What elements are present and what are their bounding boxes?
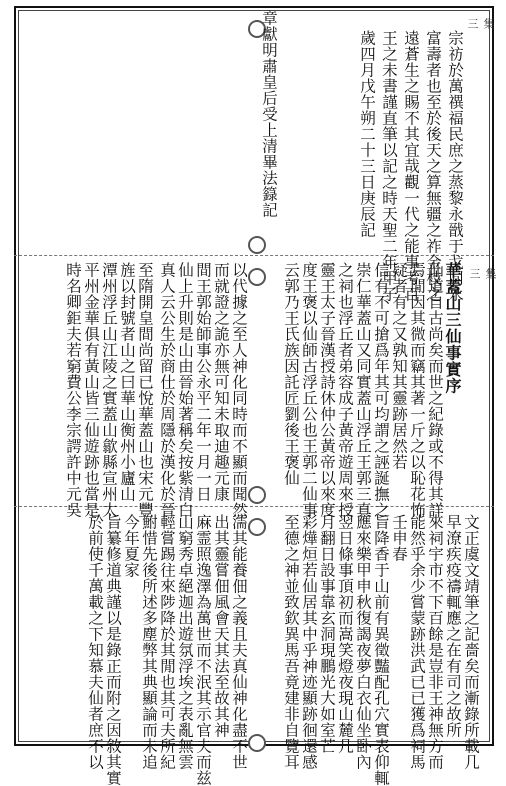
text-column: 歲四月戊午朔二十三日庚辰記 xyxy=(358,30,376,238)
text-column: 山窮秀卓絕迦出遊氛浮埃之表亂無雲 xyxy=(176,514,194,770)
text-column: 仙上升則是山由晉始著稱矣按紫清白 xyxy=(176,262,194,518)
text-column: 輕嘗踢往來陟降於其閒也其可夫所紀 xyxy=(158,514,176,770)
section-title: 華蓋山三仙事實序 xyxy=(443,262,462,394)
text-column: 濡其能養佃之義且夫真仙神化盡不世 xyxy=(230,514,248,770)
text-column: 於前使千萬載之下知慕夫仙者庶不以 xyxy=(86,514,104,770)
page-divider-top xyxy=(14,255,494,256)
binding-hole xyxy=(248,236,266,254)
binding-hole xyxy=(248,486,266,504)
text-column: 真人云公生於商仕於周隱於漢化於晉 xyxy=(158,262,176,518)
text-column: 而就證之詭亦無可知未取迪趣元康 xyxy=(212,262,230,502)
text-column: 遠蒼生之賜不其宜哉觀一代之能事考百 xyxy=(402,30,420,302)
heading-column: 章獻明肅皇后受上清畢法籙記 xyxy=(260,10,278,218)
text-column: 間王郭始師事公永平二年一月一日 xyxy=(194,262,212,502)
text-column: 宗祊於萬禩福民庶之蒸黎永戩于戈同永 xyxy=(446,30,464,302)
text-column: 至隋開皇間尚留已悅華蓋山也宋元豐 xyxy=(136,262,154,518)
text-column: 平州金華俱有黃山皆三仙遊跡也當是 xyxy=(82,262,100,518)
text-column: 出其靈嘗佃風會天其法至故其神 xyxy=(212,514,230,738)
text-column: 來祠宇市不下百餘是豈非王神無方而 xyxy=(426,514,444,770)
text-column: 早潦疾疫禱輒應之在有司之故所 xyxy=(444,514,462,738)
text-column: 仙道自古尚矣而世之紀錄或不得其詳 xyxy=(426,262,444,518)
text-column: 能然乎余少嘗蒙跡洪武已已獲爲祠馬 xyxy=(408,514,426,770)
text-column: 鮒惜先後所述多塵弊其典顯論而未追 xyxy=(140,514,158,770)
text-column: 以代據之至人神化同時而不顯而聞然 xyxy=(230,262,248,518)
text-column: 富壽者也至於後天之算無疆之祚金枝之 xyxy=(424,30,442,302)
text-column: 度王褒以仙師古浮丘公也王郭二仙事 xyxy=(300,262,318,518)
binding-hole xyxy=(248,518,266,536)
text-column: 應來樂甲申秋復謁夜夢白衣仙坐卧內 xyxy=(354,514,372,770)
binding-hole xyxy=(248,268,266,286)
text-column: 旨纂修道典謹以是錄正而附之因敘其實 xyxy=(104,514,122,786)
folio-label: 集三 xyxy=(466,18,495,29)
text-column: 旨降香于山前有異徵豔配孔穴實表仰輒 xyxy=(372,514,390,786)
text-column: 旌以封號者山之曰華山衡州小廬山 xyxy=(118,262,136,502)
text-column: 麻霊照逸澤為萬世而不泯其示官夫而兹 xyxy=(194,514,212,786)
folio-label: 集三 xyxy=(468,268,497,279)
text-column: 彩燁烜若仙居其中乎神迹顯跡徊還感 xyxy=(300,514,318,770)
text-column: 文正虞文靖筆之記嗇矣而漸錄所載几 xyxy=(462,514,480,770)
text-column: 王之未書謹直筆以記之時天聖二年甲子 xyxy=(380,30,398,302)
text-column: 壬申春 xyxy=(390,514,408,562)
text-column: 靈王太子晉漢授詩休仲公黃帝以來度 xyxy=(318,262,336,518)
text-column: 疑者有之又孰知其靈跡居然若 xyxy=(390,262,408,470)
text-column: 信有不可搶爲年其可均謂之誣誕撫之 xyxy=(372,262,390,518)
binding-hole xyxy=(248,734,266,752)
text-column: 崇仁華蓋山又同實蓋山浮丘王郭三真 xyxy=(354,262,372,518)
text-column: 月翻日設事靠玄洞現鵬光大如室芒 xyxy=(318,514,336,754)
text-column: 潭州浮丘山江陵之實蓋山歙縣宣州太 xyxy=(100,262,118,518)
text-column: 焉閒因其微而竊其著一斤之以恥花怖 xyxy=(408,262,426,518)
text-column: 至德之神並致欽異馬吾竟建非自覽耳 xyxy=(282,514,300,770)
text-column: 今年夏家 xyxy=(122,514,140,578)
text-column: 之祠也浮丘者弟容成子黃帝遊周來授 xyxy=(336,262,354,518)
text-column: 時名卿鉅夫若窮費公李宗諤許中元吳 xyxy=(64,262,82,518)
text-column: 云郭乃王氏族因託匠劉後王褒仙 xyxy=(282,262,300,486)
text-column: 翌日條事頂初而嵩笑燈夜現山麓几 xyxy=(336,514,354,754)
